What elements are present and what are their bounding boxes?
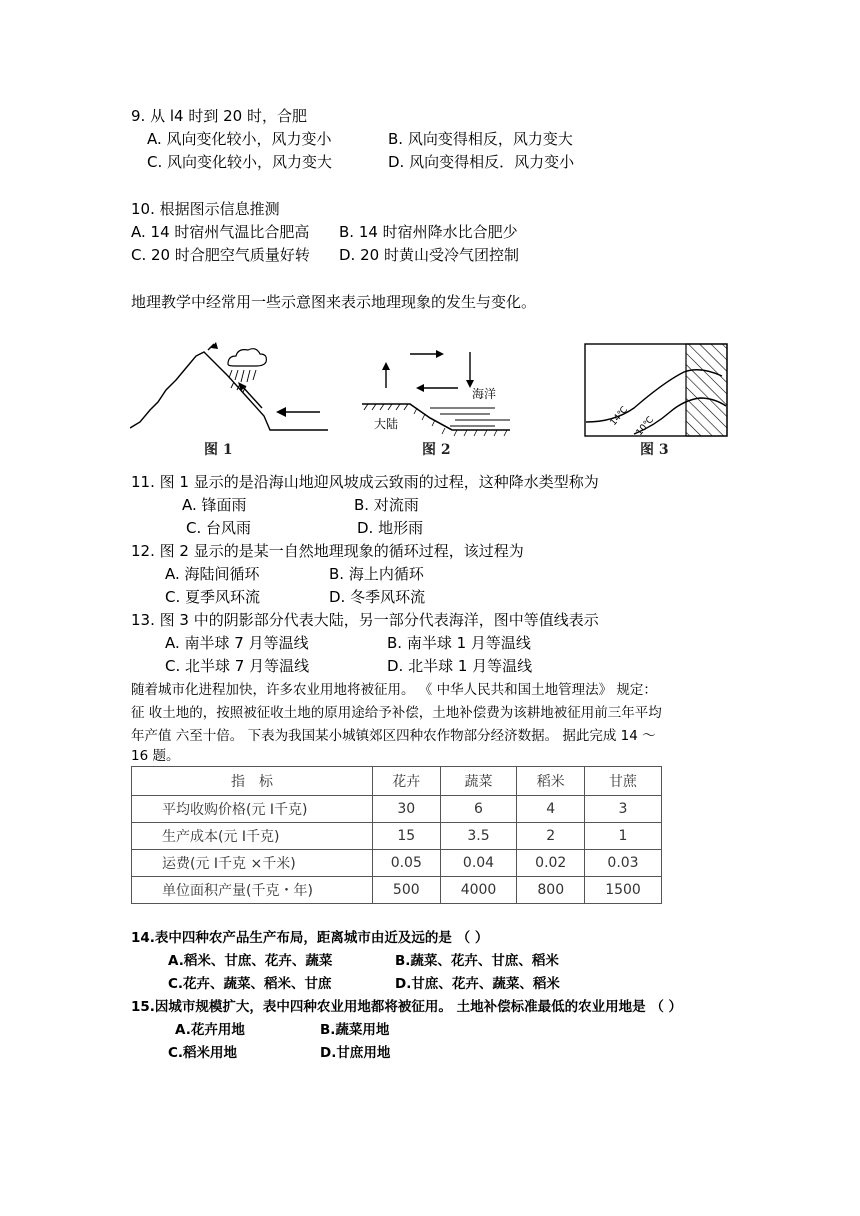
table-cell: 500 [373, 877, 441, 904]
q13-option-d: D. 北半球 1 月等温线 [387, 657, 533, 675]
q12-option-d: D. 冬季风环流 [329, 588, 426, 606]
passage-line-3: 年产值 六至十倍。 下表为我国某小城镇郊区四种农作物部分经济数据。 据此完成 14 ～ [131, 728, 656, 744]
q12-option-b: B. 海上内循环 [329, 565, 424, 583]
q12-option-a: A. 海陆间循环 [165, 565, 260, 583]
q15-stem: 15.因城市规模扩大，表中四种农业用地都将被征用。 土地补偿标准最低的农业用地是 （ ） [131, 999, 683, 1015]
q11-option-d: D. 地形雨 [357, 519, 424, 537]
q15-option-d: D.甘庶用地 [320, 1045, 391, 1061]
q13-option-c: C. 北半球 7 月等温线 [165, 657, 310, 675]
uplift-arrow-line [242, 386, 262, 408]
ocean-label: 海洋 [472, 387, 497, 401]
q10-option-a: A. 14 时宿州气温比合肥高 [131, 223, 310, 241]
q12-stem: 12. 图 2 显示的是某一自然地理现象的循环过程，该过程为 [131, 542, 524, 560]
passage-line-1: 随着城市化进程加快，许多农业用地将被征用。 《 中华人民共和国土地管理法》 规定： [131, 682, 657, 698]
q15-option-b: B.蔬菜用地 [320, 1022, 390, 1038]
isotherm-10-label: 10℃ [634, 414, 657, 438]
table-cell: 1 [585, 823, 662, 850]
table-cell: 0.05 [373, 850, 441, 877]
crop-economics-table [131, 766, 662, 904]
q14-option-d: D.甘庶、花卉、蔬菜、稻米 [395, 976, 560, 992]
table-header-cell: 花卉 [373, 767, 441, 796]
q9-option-c: C. 风向变化较小，风力变大 [147, 153, 333, 171]
table-header-cell: 指 标 [132, 767, 373, 796]
q11-stem: 11. 图 1 显示的是沿海山地迎风坡成云致雨的过程，这种降水类型称为 [131, 473, 599, 491]
q9-option-a: A. 风向变化较小，风力变小 [147, 130, 332, 148]
q11-option-a: A. 锋面雨 [182, 496, 247, 514]
land-label: 大陆 [374, 417, 399, 431]
q11-option-b: B. 对流雨 [354, 496, 419, 514]
passage-line-4: 16 题。 [131, 748, 180, 764]
figure-1-caption: 图 1 [204, 442, 233, 458]
table-cell: 0.03 [585, 850, 662, 877]
q13-option-b: B. 南半球 1 月等温线 [387, 634, 531, 652]
table-cell: 30 [373, 796, 441, 823]
table-header-cell: 蔬菜 [440, 767, 517, 796]
figure-2-circulation [360, 342, 530, 462]
q10-stem: 10. 根据图示信息推测 [131, 200, 280, 218]
wind-arrow-head [276, 407, 286, 417]
q13-stem: 13. 图 3 中的阴影部分代表大陆，另一部分代表海洋，图中等值线表示 [131, 611, 599, 629]
table-row [132, 877, 662, 904]
figures-intro: 地理教学中经常用一些示意图来表示地理现象的发生与变化。 [131, 293, 537, 311]
table-cell: 3 [585, 796, 662, 823]
cloud-icon [228, 349, 266, 366]
table-cell: 平均收购价格(元 I千克) [132, 796, 373, 823]
q15-option-c: C.稻米用地 [168, 1045, 238, 1061]
q15-option-a: A.花卉用地 [175, 1022, 245, 1038]
q14-option-c: C.花卉、蔬菜、稻米、甘庶 [168, 976, 332, 992]
q11-option-c: C. 台风雨 [186, 519, 252, 537]
q9-option-b: B. 风向变得相反，风力变大 [388, 130, 573, 148]
passage-line-2: 征 收土地的，按照被征收土地的原用途给予补偿，土地补偿费为该耕地被征用前三年平均 [131, 705, 662, 721]
isotherm-14-label: 14℃ [608, 404, 631, 428]
figure-2-caption: 图 2 [422, 442, 451, 458]
table-cell: 3.5 [440, 823, 517, 850]
q10-option-d: D. 20 时黄山受冷气团控制 [339, 246, 519, 264]
q12-option-c: C. 夏季风环流 [165, 588, 261, 606]
table-header-cell: 甘蔗 [585, 767, 662, 796]
table-cell: 800 [517, 877, 585, 904]
table-cell: 1500 [585, 877, 662, 904]
table-cell: 生产成本(元 I千克) [132, 823, 373, 850]
q9-option-d: D. 风向变得相反．风力变小 [388, 153, 575, 171]
left-arrow-head [416, 384, 424, 392]
table-cell: 6 [440, 796, 517, 823]
table-cell: 15 [373, 823, 441, 850]
table-cell: 0.02 [517, 850, 585, 877]
figure-3-caption: 图 3 [640, 442, 669, 458]
q9-stem: 9. 从 l4 时到 20 时，合肥 [131, 107, 307, 125]
q10-option-c: C. 20 时合肥空气质量好转 [131, 246, 310, 264]
table-cell: 运费(元 I千克 ×千米) [132, 850, 373, 877]
table-cell: 单位面积产量(千克・年) [132, 877, 373, 904]
q14-stem: 14.表中四种农产品生产布局，距离城市由近及远的是 （ ） [131, 930, 489, 946]
table-header-row [132, 767, 662, 796]
figure-1-orographic-rain [130, 342, 330, 462]
up-arrow-head [382, 362, 390, 370]
sea-lines [430, 408, 510, 426]
top-arrow-head [436, 350, 444, 358]
table-row [132, 796, 662, 823]
figure-3-isotherms [584, 342, 730, 462]
table-header-cell: 稻米 [517, 767, 585, 796]
q14-option-a: A.稻米、甘庶、花卉、蔬菜 [168, 953, 333, 969]
q13-option-a: A. 南半球 7 月等温线 [165, 634, 309, 652]
table-cell: 2 [517, 823, 585, 850]
table-row [132, 823, 662, 850]
table-cell: 0.04 [440, 850, 517, 877]
table-cell: 4000 [440, 877, 517, 904]
table-row [132, 850, 662, 877]
land-shaded-area [686, 344, 727, 436]
q10-option-b: B. 14 时宿州降水比合肥少 [339, 223, 518, 241]
table-cell: 4 [517, 796, 585, 823]
q14-option-b: B.蔬菜、花卉、甘庶、稻米 [395, 953, 559, 969]
